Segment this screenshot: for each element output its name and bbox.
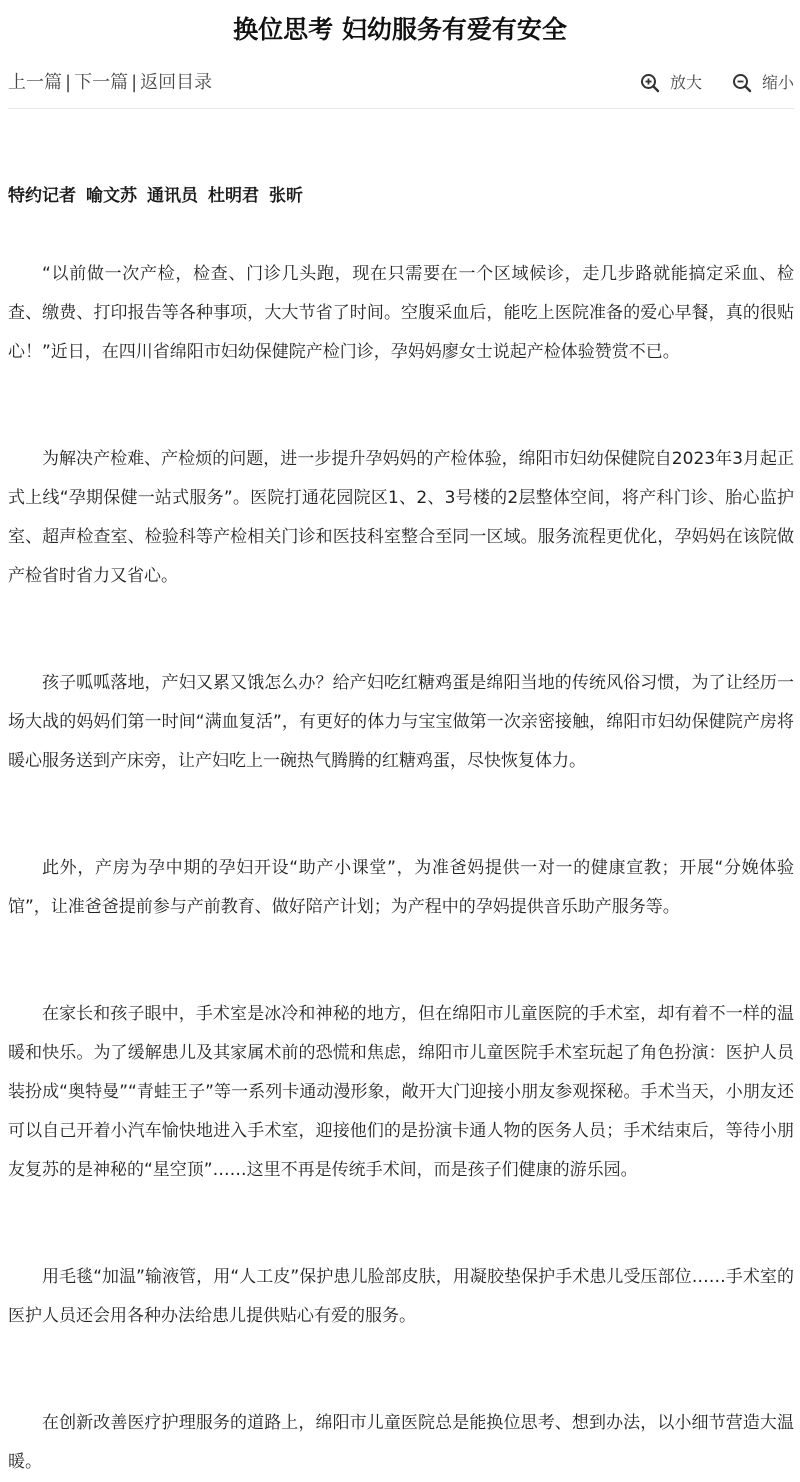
article-paragraph: 孩子呱呱落地，产妇又累又饿怎么办？给产妇吃红糖鸡蛋是绵阳当地的传统风俗习惯，为了让经历一场大战的妈妈们第一时间“满血复活”，有更好的体力与宝宝做第一次亲密接触，绵阳市妇幼保健院产房将暖心服务送到产床旁，让产妇吃上一碗热气腾腾的红糖鸡蛋，尽快恢复体力。 <box>8 673 794 771</box>
zoom-in-label: 放大 <box>669 73 702 92</box>
article-body <box>8 255 794 1482</box>
header-divider <box>8 108 794 109</box>
zoom-in-button[interactable] <box>640 66 702 100</box>
byline-name: 张昕 <box>269 186 303 206</box>
article-nav-links <box>8 66 212 100</box>
article-nav-bar <box>8 66 794 100</box>
article-paragraph: 在家长和孩子眼中，手术室是冰冷和神秘的地方，但在绵阳市儿童医院的手术室，却有着不一样的温暖和快乐。为了缓解患儿及其家属术前的恐慌和焦虑，绵阳市儿童医院手术室玩起了角色扮演：医护人员装扮成“奥特曼”“青蛙王子”等一系列卡通动漫形象，敞开大门迎接小朋友参观探秘。手术当天，小朋友还可以自己开着小汽车愉快地进入手术室，迎接他们的是扮演卡通人物的医务人员；手术结束后，等待小朋友复苏的是神秘的“星空顶”……这里不再是传统手术间，而是孩子们健康的游乐园。 <box>8 1004 794 1180</box>
byline-name: 喻文苏 <box>86 186 137 206</box>
article-paragraph: 此外，产房为孕中期的孕妇开设“助产小课堂”，为准爸妈提供一对一的健康宣教；开展“分娩体验馆”，让准爸爸提前参与产前教育、做好陪产计划；为产程中的孕妈提供音乐助产服务等。 <box>8 858 794 917</box>
article-paragraph: 用毛毯“加温”输液管，用“人工皮”保护患儿脸部皮肤，用凝胶垫保护手术患儿受压部位……手术室的医护人员还会用各种办法给患儿提供贴心有爱的服务。 <box>8 1267 794 1326</box>
zoom-out-label: 缩小 <box>761 73 794 92</box>
article-paragraph: 为解决产检难、产检烦的问题，进一步提升孕妈妈的产检体验，绵阳市妇幼保健院自2023年3月起正式上线“孕期保健一站式服务”。医院打通花园院区1、2、3号楼的2层整体空间，将产科门诊、胎心监护室、超声检查室、检验科等产检相关门诊和医技科室整合至同一区域。服务流程更优化，孕妈妈在该院做产检省时省力又省心。 <box>8 449 794 586</box>
prev-article-link[interactable]: 上一篇 <box>8 72 62 93</box>
zoom-in-icon <box>640 73 660 93</box>
nav-separator: | <box>131 72 138 93</box>
zoom-out-icon <box>732 73 752 93</box>
nav-separator: | <box>65 72 72 93</box>
zoom-out-button[interactable] <box>732 66 794 100</box>
article-title: 换位思考 妇幼服务有爱有安全 <box>233 15 567 44</box>
article-paragraph: 在创新改善医疗护理服务的道路上，绵阳市儿童医院总是能换位思考、想到办法，以小细节营造大温暖。 <box>8 1413 794 1472</box>
next-article-link[interactable]: 下一篇 <box>74 72 129 93</box>
byline-role-reporter: 特约记者 <box>8 186 76 206</box>
back-to-contents-link[interactable]: 返回目录 <box>140 72 213 93</box>
article-paragraph: “以前做一次产检，检查、门诊几头跑，现在只需要在一个区域候诊，走几步路就能搞定采血、检查、缴费、打印报告等各种事项，大大节省了时间。空腹采血后，能吃上医院准备的爱心早餐，真的很贴心！”近日，在四川省绵阳市妇幼保健院产检门诊，孕妈妈廖女士说起产检体验赞赏不已。 <box>8 264 794 362</box>
article-byline <box>8 180 303 212</box>
byline-role-correspondent: 通讯员 <box>147 186 198 206</box>
zoom-controls <box>640 66 794 100</box>
byline-name: 杜明君 <box>208 186 259 206</box>
